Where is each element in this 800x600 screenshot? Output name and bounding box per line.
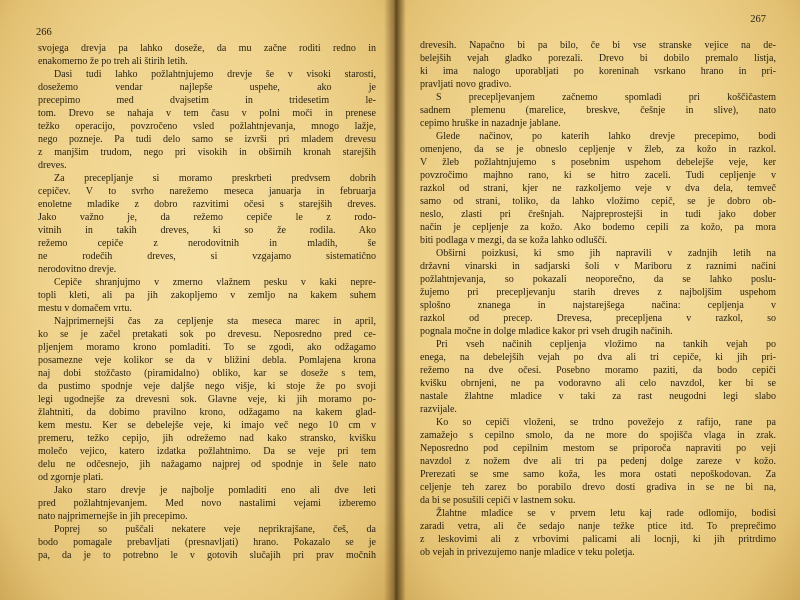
text-line: kem mestu. Ker se debelejše veje, ki imajo več nego 10 cm v [38, 420, 376, 431]
text-line: delu ne odčesnejo, jih nažagamo najprej od spodnje in šele nato [38, 459, 376, 470]
text-line: kvišku obrnjeni, ne pa vodoravno ali celo navzdol, ker bi se [420, 378, 776, 389]
text-line: požlahtnjevanja, so pokazali neoporečno, da se lahko poslu- [420, 274, 776, 285]
text-line: pa, da je to potrebno le v gotovih slučajih pri prav močnih [38, 550, 376, 561]
text-line: Za precepljanje si moramo preskrbeti predvsem dobrih [54, 173, 376, 184]
text-line: molečo vejico, katero izdatka požlahtnimo. Da se veje pri tem [38, 446, 376, 457]
text-line: povzročimo majhno rano, ki se hitro zaceli. Tudi cepljenje v [420, 170, 776, 181]
text-line: ne rodečih dreves, si vzgajamo sistematično [38, 251, 376, 262]
text-line: naj dobi stožčasto (piramidalno) obliko, kar se doseže s tem, [38, 368, 376, 379]
text-line: Jako važno je, da režemo cepiče le z rodo- [38, 212, 376, 223]
text-line: precepimo med dvajsetim in tridesetim le- [38, 95, 376, 106]
text-line: Najprimernejši čas za cepljenje sta meseca marec in april, [54, 316, 376, 327]
text-line: Poprej so puščali nekatere veje neprikrajšane, češ, da [54, 524, 376, 535]
text-line: enega, na debelejših vejah po dva ali tri cepiče, ki jih pri- [420, 352, 776, 363]
text-line: Neposredno pod cepilnim mestom se priporoča napraviti po veji [420, 443, 776, 454]
text-line: svojega drevja pa lahko doseže, da mu začne roditi redno in [38, 43, 376, 54]
text-line: mestu v domačem vrtu. [38, 303, 132, 314]
text-line: ki ima nalogo uporabljati po koreninah vsrkano hrano in pri- [420, 66, 776, 77]
text-line: V žleb požlahtnjujemo s posebnim uspehom debelejše veje, ker [420, 157, 776, 168]
text-line: režemo cepiče z nerodovitnih in mladih, še [38, 238, 376, 249]
text-line: pred požlahtnjevanjem. Med novo nastalimi vejami izberemo [38, 498, 376, 509]
text-line: enoletne mladike z dobro razvitimi očesi s starejših dreves. [38, 199, 376, 210]
text-line: razkol od precep. Drevesa, precepljena v razkol, so [420, 313, 776, 324]
text-line: Pri vseh načinih cepljenja vložimo na tankih vejah po [436, 339, 776, 350]
text-line: pognala močne in dolge mladice kakor pri vseh drugih načinih. [420, 326, 673, 337]
left-page-text [38, 42, 376, 562]
text-line: razkol od strani, kjer ne razkoljemo veje v dva dela, temveč [420, 183, 776, 194]
text-line: pravljati novo gradivo. [420, 79, 512, 90]
text-line: enakomerno že po treh ali štirih letih. [38, 56, 188, 67]
text-line: zamažejo s cepilno smolo, da ne more do spojišča vlaga in zrak. [420, 430, 776, 441]
text-line: dosežemo vendar najlepše uspehe, ako je [38, 82, 376, 93]
text-line: vitnih in takih dreves, ki so že rodila. Ako [38, 225, 376, 236]
text-line: da bi se posušili cepiči v lastnem soku. [420, 495, 576, 506]
text-line: težko operacijo, povzročeno vsled požlahtnjevanja, mnogo lažje, [38, 121, 376, 132]
text-line: bodo pomagale prebavljati (presnavljati) hrano. Pokazalo se je [38, 537, 376, 548]
text-line: razvijale. [420, 404, 457, 415]
text-line: Žlahtne mladice se v prvem letu kaj rade odlomijo, bodisi [436, 508, 776, 519]
text-line: ko se je začel pretakati sok po drevesu. Neposredno pred ce- [38, 329, 376, 340]
text-line: režemo na dve očesi. Posebno moramo paziti, da bodo cepiči [420, 365, 776, 376]
text-line: od zgornje plati. [38, 472, 104, 483]
text-line: samo od strani, toliko, da lahko vložimo cepič, se je dobro ob- [420, 196, 776, 207]
text-line: pljenjem moramo krono pomladiti. To se zgodi, ako odžagamo [38, 342, 376, 353]
text-line: belejših vejah gladko porezali. Drevo bi dobilo premalo listja, [420, 53, 776, 64]
text-line: legi ugodnejše za drevesni sok. Glavne veje, ki jih moramo po- [38, 394, 376, 405]
text-line: nastale žlahtne mladice v taki za rast neugodni legi slabo [420, 391, 776, 402]
text-line: topli kleti, ali pa jih zakopljemo v zemljo na kakem suhem [38, 290, 376, 301]
right-page [394, 0, 800, 600]
text-line: Cepiče shranjujmo v zmerno vlažnem pesku v kaki nepre- [54, 277, 376, 288]
text-line: način je cepljenje za kožo. Ako bodemo cepili za kožo, pa mora [420, 222, 776, 233]
text-line: Ko so cepiči vloženi, se trdno povežejo z rafijo, rane pa [436, 417, 776, 428]
text-line: dreves. [38, 160, 67, 171]
text-line: cepičev. V to svrho narežemo meseca januarja in februarja [38, 186, 376, 197]
text-line: državni vinarski in sadjarski šoli v Mariboru z raznimi načini [420, 261, 776, 272]
text-line: celjenje teh zarez bo porabilo drevo dosti gradiva in se ne bi na, [420, 482, 776, 493]
text-line: nerodovitno drevje. [38, 264, 117, 275]
text-line: z manjšim trudom, nego pri visokih in obširnih kronah starejših [38, 147, 376, 158]
text-line: žlahtniti, da dobimo pravilno krono, odžagamo na kakem glad- [38, 407, 376, 418]
text-line: posamezne veje kolikor se da v bližini debla. Pomlajena krona [38, 355, 376, 366]
text-line: tom. Drevo se nahaja v tem času v polni moči in prenese [38, 108, 376, 119]
text-line: premeru, težko cepijo, jih odrežemo nad kako stransko, kvišku [38, 433, 376, 444]
text-line: Glede načinov, po katerih lahko drevje precepimo, bodi [436, 131, 776, 142]
text-line: navzdol z nožem dve ali tri pa pedenj dolge zareze v kožo. [420, 456, 776, 467]
text-line: Obširni poizkusi, ki smo jih napravili v zadnjih letih na [436, 248, 776, 259]
page-number: 267 [750, 14, 766, 25]
text-line: drevesih. Napačno bi pa bilo, če bi vse stranske vejice na de- [420, 40, 776, 51]
text-line: da pustimo spodnje veje daljše nego višje, ki stoje že po svoji [38, 381, 376, 392]
text-line: sadnem plemenu (marelice, breskve, češnje in slive), nato [420, 105, 776, 116]
text-line: S precepljevanjem začnemo spomladi pri koščičastem [436, 92, 776, 103]
text-line: ob vejah in privezujemo nanje mladice v teku poletja. [420, 547, 635, 558]
text-line: splošno znanega in najstarejšega načina: cepljenja v [420, 300, 776, 311]
text-line: nego pozneje. Pa tudi delo samo se izvrši pri mladem drevesu [38, 134, 376, 145]
text-line: Prerezati se sme samo koža, les mora ostati nepoškodovan. Za [420, 469, 776, 480]
text-line: cepimo hruške in nazadnje jablane. [420, 118, 561, 129]
text-line: z leskovimi ali z vrbovimi palicami ali locnji, ki jih pritrdimo [420, 534, 776, 545]
page-number: 266 [36, 27, 52, 38]
text-line: neslo, zlasti pri črešnjah. Najpreprostejši in tudi jako dober [420, 209, 776, 220]
text-line: Jako staro drevje je najbolje pomladiti eno ali dve leti [54, 485, 376, 496]
text-line: nato najprimernejše in jih precepimo. [38, 511, 188, 522]
text-line: zaradi vetra, ali če sedajo nanje težke ptice itd. To preprečimo [420, 521, 776, 532]
right-page-text [420, 39, 776, 559]
left-page [0, 0, 394, 600]
text-line: žujemo pri precepljevanju starih dreves z najboljšim uspehom [420, 287, 776, 298]
text-line: Dasi tudi lahko požlahtnjujemo drevje še v visoki starosti, [54, 69, 376, 80]
text-line: omenjeno, da se je obneslo cepljenje v žleb, za kožo in razkol. [420, 144, 776, 155]
text-line: biti podlaga v mezgi, da se koža lahko odluščí. [420, 235, 608, 246]
